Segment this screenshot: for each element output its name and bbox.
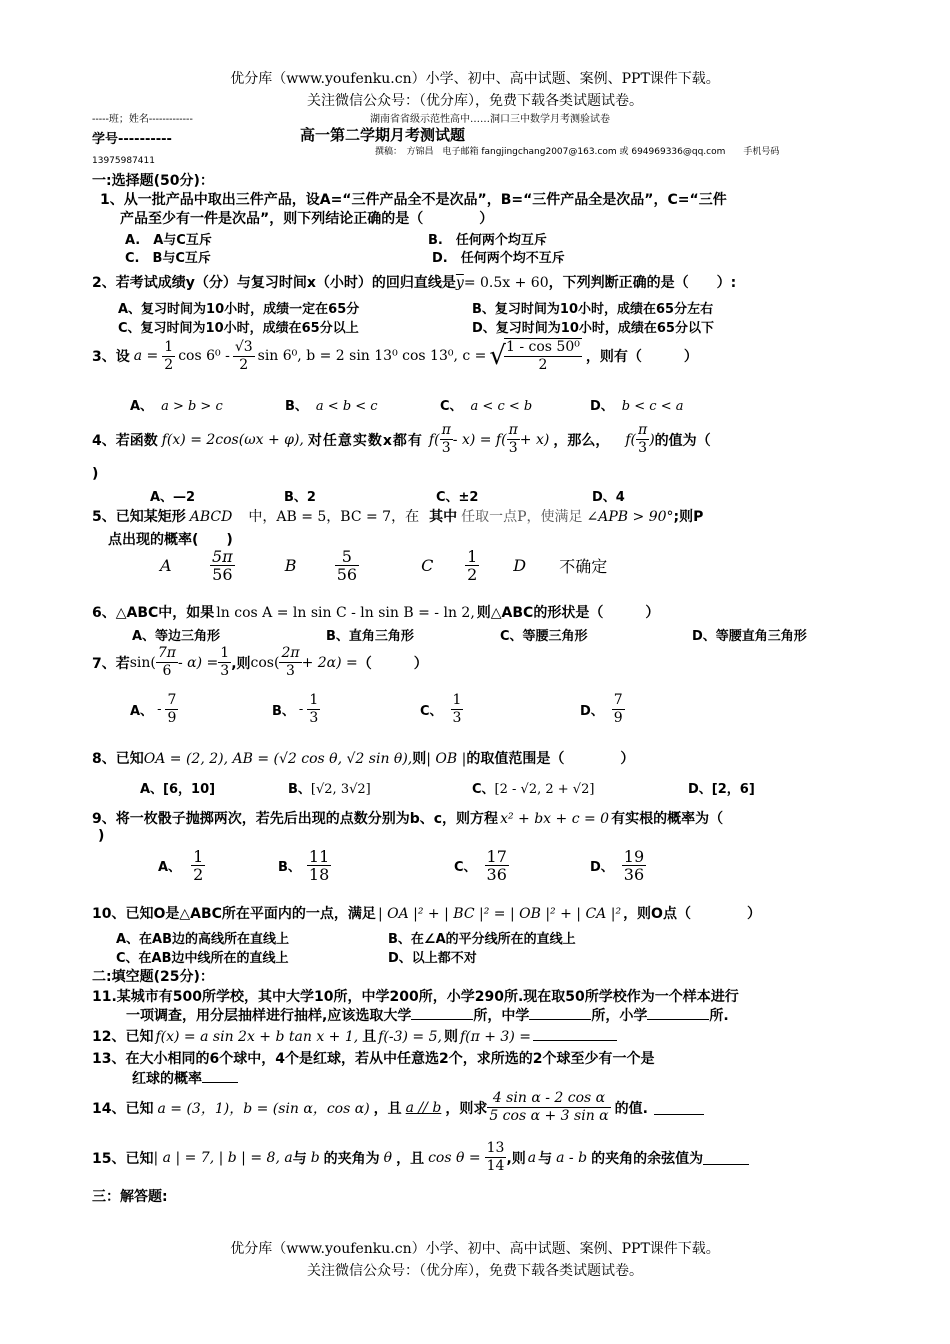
footer-banner-line1: 优分库（www.youfenku.cn）小学、初中、高中试题、案例、PPT课件下载。 <box>230 1241 720 1257</box>
q2-pre: 2、若考试成绩y（分）与复习时间x（小时）的回归直线是 <box>92 275 456 291</box>
q3-radical: √ <box>489 341 506 371</box>
q9-option-a: A、 $\frac{1}{2}$ <box>158 847 204 884</box>
q4-option-d: D、4 <box>592 490 625 505</box>
q3-frac-2: $\frac{√3}{2}$ <box>234 338 253 373</box>
page-title: 高一第二学期月考测试题 <box>300 126 466 144</box>
q8-option-d: D、[2，6] <box>688 782 755 797</box>
q3-pre: 3、设 <box>92 349 130 365</box>
q4-frac-1: $\frac{\pi}{3}$ <box>441 422 451 456</box>
q8-option-a: A、[6，10] <box>140 782 216 797</box>
q1-option-c: C. B与C互斥 <box>125 251 211 266</box>
q3-a-eq: a = <box>133 348 159 364</box>
q5-option-a-value: $\frac{5\pi}{56}$ <box>212 547 233 584</box>
q5-options <box>160 548 607 583</box>
q8-option-b: B、[√2, 3√2] <box>288 782 371 797</box>
q4-frac-2: $\frac{\pi}{3}$ <box>508 422 518 456</box>
q5-option-d-value: 不确定 <box>559 557 608 576</box>
q13-answer-blank[interactable] <box>202 1068 238 1083</box>
q11-line1: 11.某城市有500所学校，其中大学10所，中学200所，小学290所.现在取50所学校作为一个样本进行 <box>92 989 739 1005</box>
q2-option-d: D、复习时间为10小时，成绩在65分以下 <box>472 321 714 336</box>
q6-stem: 6、△ABC中，如果 ln cos A = ln sin C - ln sin B = - ln 2, 则△ABC的形状是（ ） <box>92 605 660 621</box>
q9-option-c: C、 $\frac{17}{36}$ <box>454 847 507 884</box>
q12-stem: 12、已知 f(x) = a sin 2x + b tan x + 1, 且 f(-3) = 5, 则 f(π + 3) = <box>92 1026 617 1046</box>
q4-frac-3: $\frac{\pi}{3}$ <box>637 422 648 456</box>
q4-line2: ) <box>92 466 99 482</box>
q5-option-c-label: C <box>421 556 434 575</box>
q15-stem: 15、已知 | a | = 7, | b | = 8, a 与 b 的夹角为 θ ，且 cos θ = $\frac{13}{14}$ ,则 a 与 a - b 的夹角的余弦值为 <box>92 1140 749 1175</box>
q5-stem: 5、已知某矩形 ABCD 中，AB = 5，BC = 7，在 其中 任取一点P，使满足 ∠APB > 90°;则P <box>92 509 704 525</box>
q5-line2: 点出现的概率( ) <box>108 532 233 548</box>
q4-option-a: A、—2 <box>150 490 196 505</box>
q4-mid: 对任意实数x都有 <box>307 432 423 449</box>
top-banner-line1: 优分库（www.youfenku.cn）小学、初中、高中试题、案例、PPT课件下载。 <box>230 71 720 87</box>
q10-stem: 10、已知O是△ABC所在平面内的一点，满足 | OA |² + | BC |² = | OB |² + | CA |² ，则O点（ ） <box>92 906 761 922</box>
q1-option-b: B. 任何两个均互斥 <box>428 233 547 248</box>
q12-answer-blank[interactable] <box>533 1026 617 1041</box>
q4-func: f(x) = 2cos(ωx + φ), <box>161 431 304 448</box>
section-3-title: 三：解答题: <box>92 1189 168 1205</box>
q14-answer-blank[interactable] <box>654 1100 704 1115</box>
q4-option-c: C、±2 <box>436 490 479 505</box>
q7-option-a: A、 - $\frac{7}{9}$ <box>130 692 177 726</box>
q3-post: ，则有（ ） <box>585 349 698 365</box>
top-banner-line2: 关注微信公众号：（优分库），免费下载各类试题试卷。 <box>307 93 643 109</box>
q5-option-d-label: D <box>513 556 527 575</box>
q3-option-d: D、 b < c < a <box>590 399 684 414</box>
q9-line2: ) <box>98 828 105 844</box>
q3-option-c: C、 a < c < b <box>440 399 533 414</box>
q2-option-c: C、复习时间为10小时，成绩在65分以上 <box>118 321 359 336</box>
q2-stem <box>92 272 736 292</box>
q8-option-c: C、[2 - √2, 2 + √2] <box>472 782 595 797</box>
q5-option-b-value: $\frac{5}{56}$ <box>336 547 358 584</box>
q2-yhat: $\overline{y}$ <box>455 275 464 291</box>
q3-cos6: cos 6⁰ - <box>178 348 230 364</box>
q7-option-c: C、 $\frac{1}{3}$ <box>420 692 462 726</box>
q5-option-c-value: $\frac{1}{2}$ <box>467 547 478 584</box>
section-1-title: 一:选择题(50分)： <box>92 173 214 189</box>
q9-option-b: B、 $\frac{11}{18}$ <box>278 847 330 884</box>
q13-line1: 13、在大小相同的6个球中，4个是红球，若从中任意选2个，求所选的2个球至少有一个是 <box>92 1051 655 1067</box>
q5-option-b-label: B <box>284 556 297 575</box>
q15-answer-blank[interactable] <box>703 1150 749 1165</box>
q7-option-d: D、 $\frac{7}{9}$ <box>580 692 623 726</box>
q10-option-a: A、在AB边的高线所在直线上 <box>116 932 290 947</box>
q6-option-c: C、等腰三角形 <box>500 629 588 644</box>
q2-formula: = 0.5x + 60 <box>463 275 549 291</box>
q6-option-a: A、等边三角形 <box>132 629 221 644</box>
q6-option-b: B、直角三角形 <box>326 629 414 644</box>
q1-line1: 1、从一批产品中取出三件产品，设A=“三件产品全不是次品”，B=“三件产品全是次品”，C=“三件 <box>100 192 727 208</box>
q7-option-b: B、 - $\frac{1}{3}$ <box>272 692 319 726</box>
class-name-line: -----班；姓名------------- <box>92 114 193 125</box>
q11-line2: 一项调查，用分层抽样进行抽样,应该选取大学 所，中学 所，小学 所. <box>126 1005 729 1025</box>
author-line: 撰稿： 方锦昌 电子邮箱 fangjingchang2007@163.com 或 694969336@qq.com 手机号码 <box>375 147 780 157</box>
q2-option-b: B、复习时间为10小时，成绩在65分左右 <box>472 302 714 317</box>
q5-option-a-label: A <box>160 556 172 575</box>
q13-line2: 红球的概率 <box>132 1068 238 1088</box>
q6-option-d: D、等腰直角三角形 <box>692 629 807 644</box>
q11-blank-university[interactable] <box>411 1005 473 1020</box>
q1-line2: 产品至少有一件是次品”，则下列结论正确的是（ ） <box>120 211 494 227</box>
phone-number: 13975987411 <box>92 156 155 166</box>
q10-option-c: C、在AB边中线所在的直线上 <box>116 951 289 966</box>
q7-stem: 7、若 sin( $\frac{7\pi}{6}$ - α) = $\frac{1}{3}$ ,则 cos( $\frac{2\pi}{3}$ + 2α) = （ ） <box>92 645 428 679</box>
q1-option-a: A. A与C互斥 <box>125 233 212 248</box>
q14-stem: 14、已知 a = (3，1)，b = (sin α，cos α) ，且 a // b ，则求 $\frac{\text{4 sin α - 2 cos α}}{\text{5 cos α + 3 sin α}}$ 的值. <box>92 1090 704 1125</box>
q2-option-a: A、复习时间为10小时，成绩一定在65分 <box>118 302 360 317</box>
q9-stem: 9、将一枚骰子抛掷两次，若先后出现的点数分别为b、c，则方程 x² + bx + c = 0 有实根的概率为（ <box>92 811 724 827</box>
q4-stem: 4、若函数 f(x) = 2cos(ωx + φ), 对任意实数x都有 f( $\frac{\pi}{3}$ - x) = f( $\frac{\pi}{3}$ + x) ，那么， f( $\frac{\pi}{3}$ ) 的值为（ <box>92 422 711 456</box>
q3-frac-1: $\frac{1}{2}$ <box>164 338 174 373</box>
q3-frac-3: $\frac{\text{1 - cos 50⁰}}{2}$ <box>505 339 580 373</box>
q11-blank-middle[interactable] <box>529 1005 591 1020</box>
q4-option-b: B、2 <box>284 490 316 505</box>
q10-option-b: B、在∠A的平分线所在的直线上 <box>388 932 576 947</box>
student-no: 学号---------- <box>92 132 172 147</box>
q3-stem <box>92 338 698 374</box>
q8-stem: 8、已知OA = (2, 2), AB = (√2 cos θ, √2 sin θ),则| OB |的取值范围是（ ） <box>92 751 635 767</box>
footer-banner-line2: 关注微信公众号：（优分库），免费下载各类试题试卷。 <box>307 1263 643 1279</box>
q3-option-a: A、 a > b > c <box>130 399 223 414</box>
q10-option-d: D、以上都不对 <box>388 951 477 966</box>
section-2-title: 二:填空题(25分)： <box>92 969 214 985</box>
q3-sin6: sin 6⁰, b = 2 sin 13⁰ cos 13⁰, c = <box>257 348 487 364</box>
q9-option-d: D、 $\frac{19}{36}$ <box>590 847 645 884</box>
q1-option-d: D. 任何两个均不互斥 <box>432 251 565 266</box>
q4-pre: 4、若函数 <box>92 432 158 449</box>
school-line: 湖南省省级示范性高中……洞口三中数学月考测验试卷 <box>370 114 610 125</box>
q3-option-b: B、 a < b < c <box>285 399 378 414</box>
q2-post: ，下列判断正确的是（ ）: <box>548 275 737 291</box>
q11-blank-primary[interactable] <box>647 1005 709 1020</box>
